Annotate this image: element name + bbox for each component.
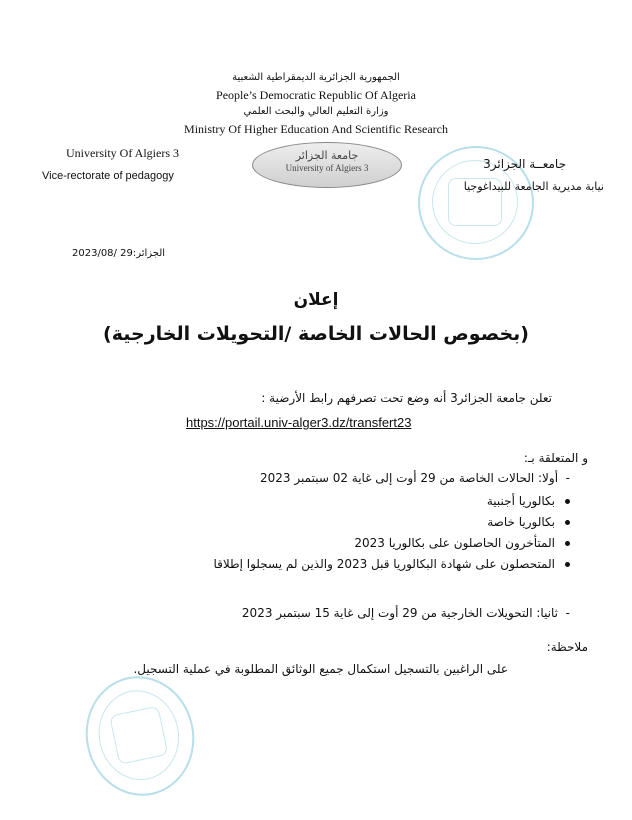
- republic-ar: الجمهورية الجزائرية الديمقراطية الشعبية: [232, 72, 400, 83]
- bullet-icon: [565, 499, 570, 504]
- note-label: ملاحظة:: [546, 640, 588, 654]
- second-item-text: ثانيا: التحويلات الخارجية من 29 أوت إلى غاية 15 سبتمبر 2023: [241, 606, 559, 620]
- list-item: [213, 557, 570, 571]
- bullet-icon: [565, 562, 570, 567]
- list-item-text: المتحصلون على شهادة البكالوريا قبل 2023 والذين لم يسجلوا إطلاقا: [213, 557, 555, 571]
- university-ar: جامعــة الجزائر3: [483, 157, 566, 171]
- university-en: University Of Algiers 3: [66, 146, 179, 160]
- republic-en: People’s Democratic Republic Of Algeria: [216, 88, 416, 102]
- announcement-title: إعلان: [293, 290, 339, 310]
- official-stamp-bottom: [75, 666, 206, 806]
- date-line: الجزائر:29 /2023/08: [72, 248, 166, 259]
- related-label: و المتعلقة بـ:: [523, 451, 588, 465]
- list-item: [487, 515, 570, 529]
- list-item: [354, 536, 570, 550]
- list-item: [487, 494, 570, 508]
- bullet-icon: [565, 541, 570, 546]
- university-logo: [252, 142, 402, 188]
- dash-marker: -: [558, 606, 570, 620]
- note-text: على الراغبين بالتسجيل استكمال جميع الوثائق المطلوبة في عملية التسجيل.: [133, 662, 508, 676]
- intro-text: تعلن جامعة الجزائر3 أنه وضع تحت تصرفهم رابط الأرضية :: [261, 391, 552, 405]
- vice-rectorate-ar: نيابة مديرية الجامعة للبيداغوجيا: [463, 180, 604, 193]
- bullet-icon: [565, 520, 570, 525]
- second-item: [242, 606, 570, 620]
- list-item-text: المتأخرون الحاصلون على بكالوريا 2023: [354, 536, 555, 550]
- announcement-subtitle: (بخصوص الحالات الخاصة /التحويلات الخارجية): [103, 323, 529, 345]
- logo-name-ar: جامعة الجزائر: [295, 149, 359, 162]
- platform-link[interactable]: https://portail.univ-alger3.dz/transfert23: [186, 415, 412, 430]
- first-item-text: أولا: الحالات الخاصة من 29 أوت إلى غاية 02 سبتمبر 2023: [260, 471, 559, 485]
- list-item-text: بكالوريا أجنبية: [486, 494, 555, 508]
- vice-rectorate-en: Vice-rectorate of pedagogy: [42, 170, 174, 182]
- dash-marker: -: [558, 471, 570, 485]
- list-item-text: بكالوريا خاصة: [487, 515, 555, 529]
- logo-name-en: University of Algiers 3: [285, 163, 369, 173]
- first-item: [260, 471, 570, 485]
- ministry-en: Ministry Of Higher Education And Scientific Research: [184, 122, 448, 136]
- ministry-ar: وزارة التعليم العالي والبحث العلمي: [243, 106, 389, 117]
